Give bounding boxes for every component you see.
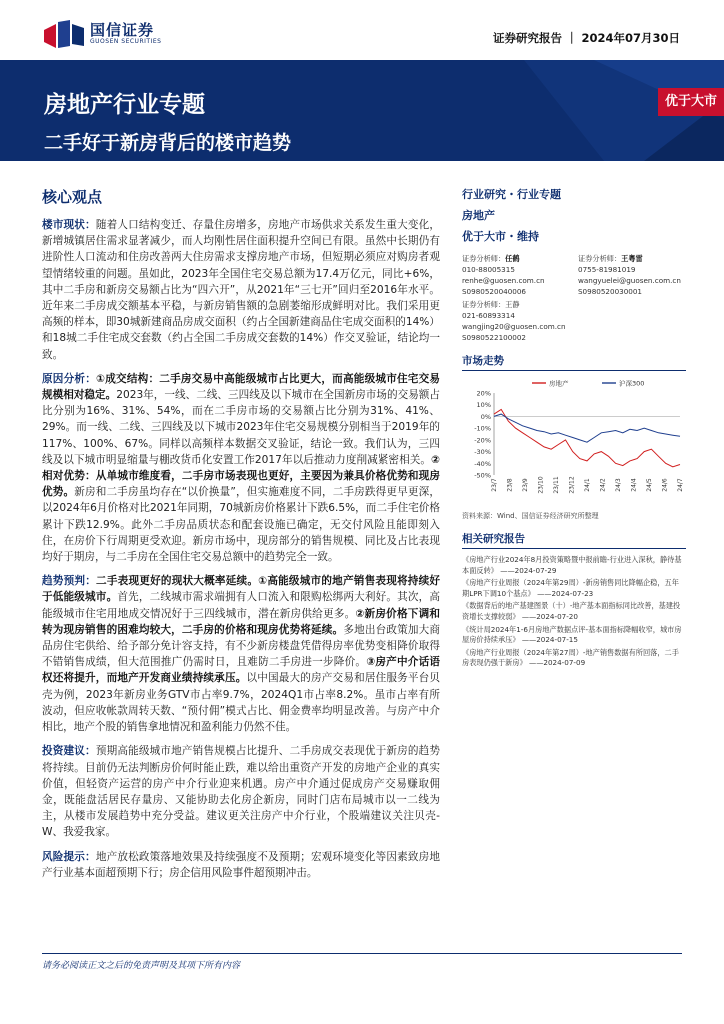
y-tick-label: -20%	[474, 436, 491, 445]
y-tick-label: 20%	[476, 389, 491, 398]
x-tick-label: 24/2	[599, 478, 607, 492]
x-tick-label: 24/5	[646, 478, 653, 492]
section-bold-text: ②相对优势：从单城市维度看，二手房市场表现也更好，主要因为兼具价格优势和现房优势。	[42, 453, 440, 499]
chart-source: 资料来源：Wind、国信证券经济研究所整理	[462, 512, 599, 520]
x-tick-label: 24/3	[615, 478, 622, 492]
analyst-role: 证券分析师：	[462, 254, 506, 263]
section-risk-warning	[42, 849, 440, 881]
analyst-cert: S0980522100002	[462, 333, 527, 342]
market-trend-chart	[462, 375, 686, 509]
related-report-item[interactable]	[462, 601, 686, 622]
analyst-phone: 0755-81981019	[578, 265, 636, 274]
market-trend-heading: 市场走势	[462, 353, 686, 371]
section-text: 新房和二手房虽均存在“以价换量”，但实施难度不同，二手房跌得更早更深，以2024年6月价格对比2021年同期，70城新房价格累计下跌6.5%，而二手住宅价格累计下跌12.9%。此外二手房品质状态和配套设施已确定，无交付风险且能即刻入住，在房价下行周期更受欢迎。新房市场中，现房部分的销售规模、同比及占比表现均好于期房，与二手房在全国住宅交易总额中的趋势完全一致。	[42, 486, 441, 564]
page-header	[0, 0, 724, 60]
section-bold-text: ③房产中介话语权还将提升，而地产开发商业绩持续承压。	[42, 656, 440, 685]
analyst-card	[462, 253, 570, 297]
report-category: 行业研究・行业专题	[462, 188, 561, 201]
series-line-csi300	[494, 414, 680, 442]
legend-label: 沪深300	[619, 379, 645, 388]
section-text: 首先，二线城市需求端拥有人口流入和限购松绑两大利好。其次，高能级城市住宅用地成交情况好于三四线城市，潜在新房供给更多。	[42, 591, 441, 620]
x-tick-label: 24/1	[584, 478, 591, 492]
section-label: 楼市现状：	[42, 219, 96, 231]
section-label: 趋势预判：	[42, 575, 97, 588]
y-tick-label: 0%	[480, 412, 491, 421]
guosen-logo	[44, 20, 161, 48]
logo-icon	[44, 20, 84, 48]
analyst-name: 王粤雷	[621, 254, 643, 263]
section-cause-analysis	[42, 371, 440, 565]
related-reports-heading: 相关研究报告	[462, 531, 686, 549]
x-tick-label: 23/9	[522, 478, 529, 492]
section-bold-text: ②新房价格下调和转为现房销售的困难均较大，二手房的价格和现房优势将延续。	[42, 607, 440, 636]
y-tick-label: -30%	[474, 448, 491, 457]
title-banner	[0, 60, 724, 161]
rating-badge: 优于大市	[658, 88, 724, 116]
logo-cn-text: 国信证券	[90, 21, 155, 39]
report-title-text: 《房地产行业周报（2024年第27周）-地产销售数据有所回落，二手房表现仍强于新房》	[462, 647, 679, 668]
legend-label: 房地产	[549, 379, 569, 388]
footer-disclaimer: 请务必阅读正文之后的免责声明及其项下所有内容	[42, 961, 241, 971]
section-bold-text: ①成交结构：二手房交易中高能级城市占比更大，而高能级城市住宅交易规模相对稳定。	[42, 372, 441, 402]
section-bold-text: 二手表现更好的现状大概率延续。①高能级城市的地产销售表现将持续好于低能级城市。	[42, 575, 441, 604]
related-report-item[interactable]	[462, 648, 686, 669]
related-report-item[interactable]	[462, 555, 686, 576]
y-tick-label: 10%	[476, 401, 491, 410]
analyst-email[interactable]: renhe@guosen.com.cn	[462, 276, 545, 285]
x-tick-label: 23/12	[568, 476, 576, 494]
trend-chart-svg	[462, 375, 686, 505]
y-tick-label: -10%	[474, 424, 491, 433]
section-text: 多地出台政策加大商品房住宅供给、给予部分免计容支持，有不少新房楼盘凭借得房率优势变相降价取得不错销售成绩，但大范围推广仍需时日，且难防二手房进一步降价。	[42, 623, 441, 669]
core-view-heading: 核心观点	[42, 188, 103, 206]
industry-rating: 优于大市・维持	[462, 230, 539, 243]
report-title-text: 《房地产行业2024年8月投资策略暨中报前瞻-行业进入深秋，静待基本面反转》	[462, 555, 682, 575]
analyst-card	[578, 253, 686, 297]
analyst-role: 证券分析师：	[578, 254, 622, 263]
x-tick-label: 23/7	[491, 478, 498, 492]
analyst-list	[462, 253, 686, 297]
related-report-item[interactable]	[462, 578, 686, 599]
logo-en-text: GUOSEN SECURITIES	[90, 38, 162, 45]
section-label: 原因分析：	[42, 372, 97, 385]
y-tick-label: -40%	[474, 459, 491, 468]
report-date: ——2024-07-23	[537, 588, 594, 598]
section-investment-advice	[42, 743, 440, 840]
analyst-phone: 010-88005315	[462, 265, 515, 274]
report-subtitle: 二手好于新房背后的楼市趋势	[44, 132, 292, 154]
x-tick-label: 23/10	[537, 476, 545, 494]
related-report-item[interactable]	[462, 625, 686, 646]
section-text: 随着人口结构变迁、存量住房增多，房地产市场供求关系发生重大变化，新增城镇居住需求显著减少，而人均刚性居住面积提升空间已有限。虽然中长期仍有进阶性人口流动和住房改善两大住房需求支撑房地产市场，但短期必须应对购房者观望情绪较重的问题。虽如此，2023年全国住宅交易总额为17.4万亿元，同比+6%，其中二手房和新房交易额占比为“四六开”，从2021年“三七开”回归至2016年水平。近年来二手房成交额基本平稳，与新房销售额的急剧萎缩形成鲜明对比。我们采用更高频的样本，即30城新建商品房成交面积（约占全国新建商品住宅成交面积的14%）和18城二手住宅成交套数（约占全国二手房成交套数的14%）作交叉验证，结论均一致。	[42, 219, 441, 361]
analyst-email[interactable]: wangjing20@guosen.com.cn	[462, 322, 566, 331]
analyst-card	[462, 299, 686, 343]
report-title-text: 《数据背后的地产基建图景（十）-地产基本面指标同比改善，基建投资增长支撑较弱》	[462, 601, 681, 621]
report-title: 房地产行业专题	[44, 92, 205, 118]
report-type-date: 证券研究报告 ｜ 2024年07月30日	[492, 31, 680, 45]
core-view-column	[42, 186, 440, 889]
section-market-status	[42, 217, 440, 363]
analyst-name: 王静	[505, 300, 520, 309]
report-date: ——2024-07-15	[521, 635, 578, 645]
report-date: ——2024-07-09	[529, 658, 586, 668]
analyst-email[interactable]: wangyuelei@guosen.com.cn	[578, 276, 681, 285]
analyst-role: 证券分析师：	[462, 300, 506, 309]
analyst-phone: 021-60893314	[462, 311, 515, 320]
section-text: 以中国最大的房产交易和居住服务平台贝壳为例，2023年新房业务GTV市占率9.7%，2024Q1市占率8.2%。虽市占率有所波动，但应收帐款周转天数、“预付佣”模式占比、佣金费率均明显改善。与房产中介相比，地产个股的销售拿地情况和盈利能力仍然不佳。	[42, 672, 441, 734]
x-tick-label: 23/11	[553, 476, 560, 494]
x-tick-label: 23/8	[506, 478, 514, 492]
analyst-name: 任鹤	[505, 254, 520, 263]
report-date: ——2024-07-20	[521, 611, 578, 621]
section-text: 预期高能级城市地产销售规模占比提升、二手房成交表现优于新房的趋势将持续。目前仍无法判断房价何时能止跌，难以给出重资产开发的房地产企业的真实价值，但轻资产运营的房产中介行业迎来机遇。房产中介通过促成房产交易赚取佣金，既能盘活居民存量房、又能协助去化房企新房，同时门店布局城市以一二线为主，从楼市发展趋势中充分受益。建议更关注房产中介行业，个股端建议关注贝壳-W、我爱我家。	[42, 745, 441, 839]
section-label: 风险提示：	[42, 850, 96, 863]
report-title-text: 《统计局2024年1-6月房地产数据点评-基本面指标降幅收窄，城市房屋房价持续承压》	[462, 624, 682, 645]
report-date: ——2024-07-29	[500, 565, 557, 575]
y-tick-label: -50%	[474, 471, 491, 480]
x-tick-label: 24/4	[630, 478, 638, 492]
analyst-cert: S0980520040006	[462, 287, 527, 296]
section-text: 地产放松政策落地效果及持续强度不及预期；宏观环境变化等因素致房地产行业基本面超预期下行；房企信用风险事件超预期冲击。	[42, 850, 441, 879]
footer-divider	[42, 953, 682, 954]
section-text: 2023年，一线、二线、三四线及以下城市在全国新房市场的交易额占比分别为16%、31%、54%，而在二手房市场的交易额占比分别为31%、41%、29%。而一线、二线、三四线及以下城市2023年住宅交易规模分别相当于2019年的117%、100%、67%。同样以高频样本数据交叉验证，结论一致。我们认为，三四线及以下城市明显缩量与棚改货币化安置工作2017年以后推动力度削减紧密相关。	[42, 389, 441, 466]
industry-name: 房地产	[462, 209, 495, 222]
series-line-real-estate	[494, 409, 680, 466]
report-title-text: 《房地产行业周报（2024年第29周）-新房销售同比降幅企稳，五年期LPR下调10个基点》	[462, 578, 679, 598]
section-trend-forecast	[42, 573, 440, 735]
section-label: 投资建议：	[42, 745, 96, 758]
related-reports-list	[462, 555, 686, 669]
sidebar	[462, 186, 686, 671]
analyst-cert: S0980520030001	[578, 287, 643, 296]
x-tick-label: 24/6	[661, 478, 669, 492]
x-tick-label: 24/7	[677, 478, 684, 492]
